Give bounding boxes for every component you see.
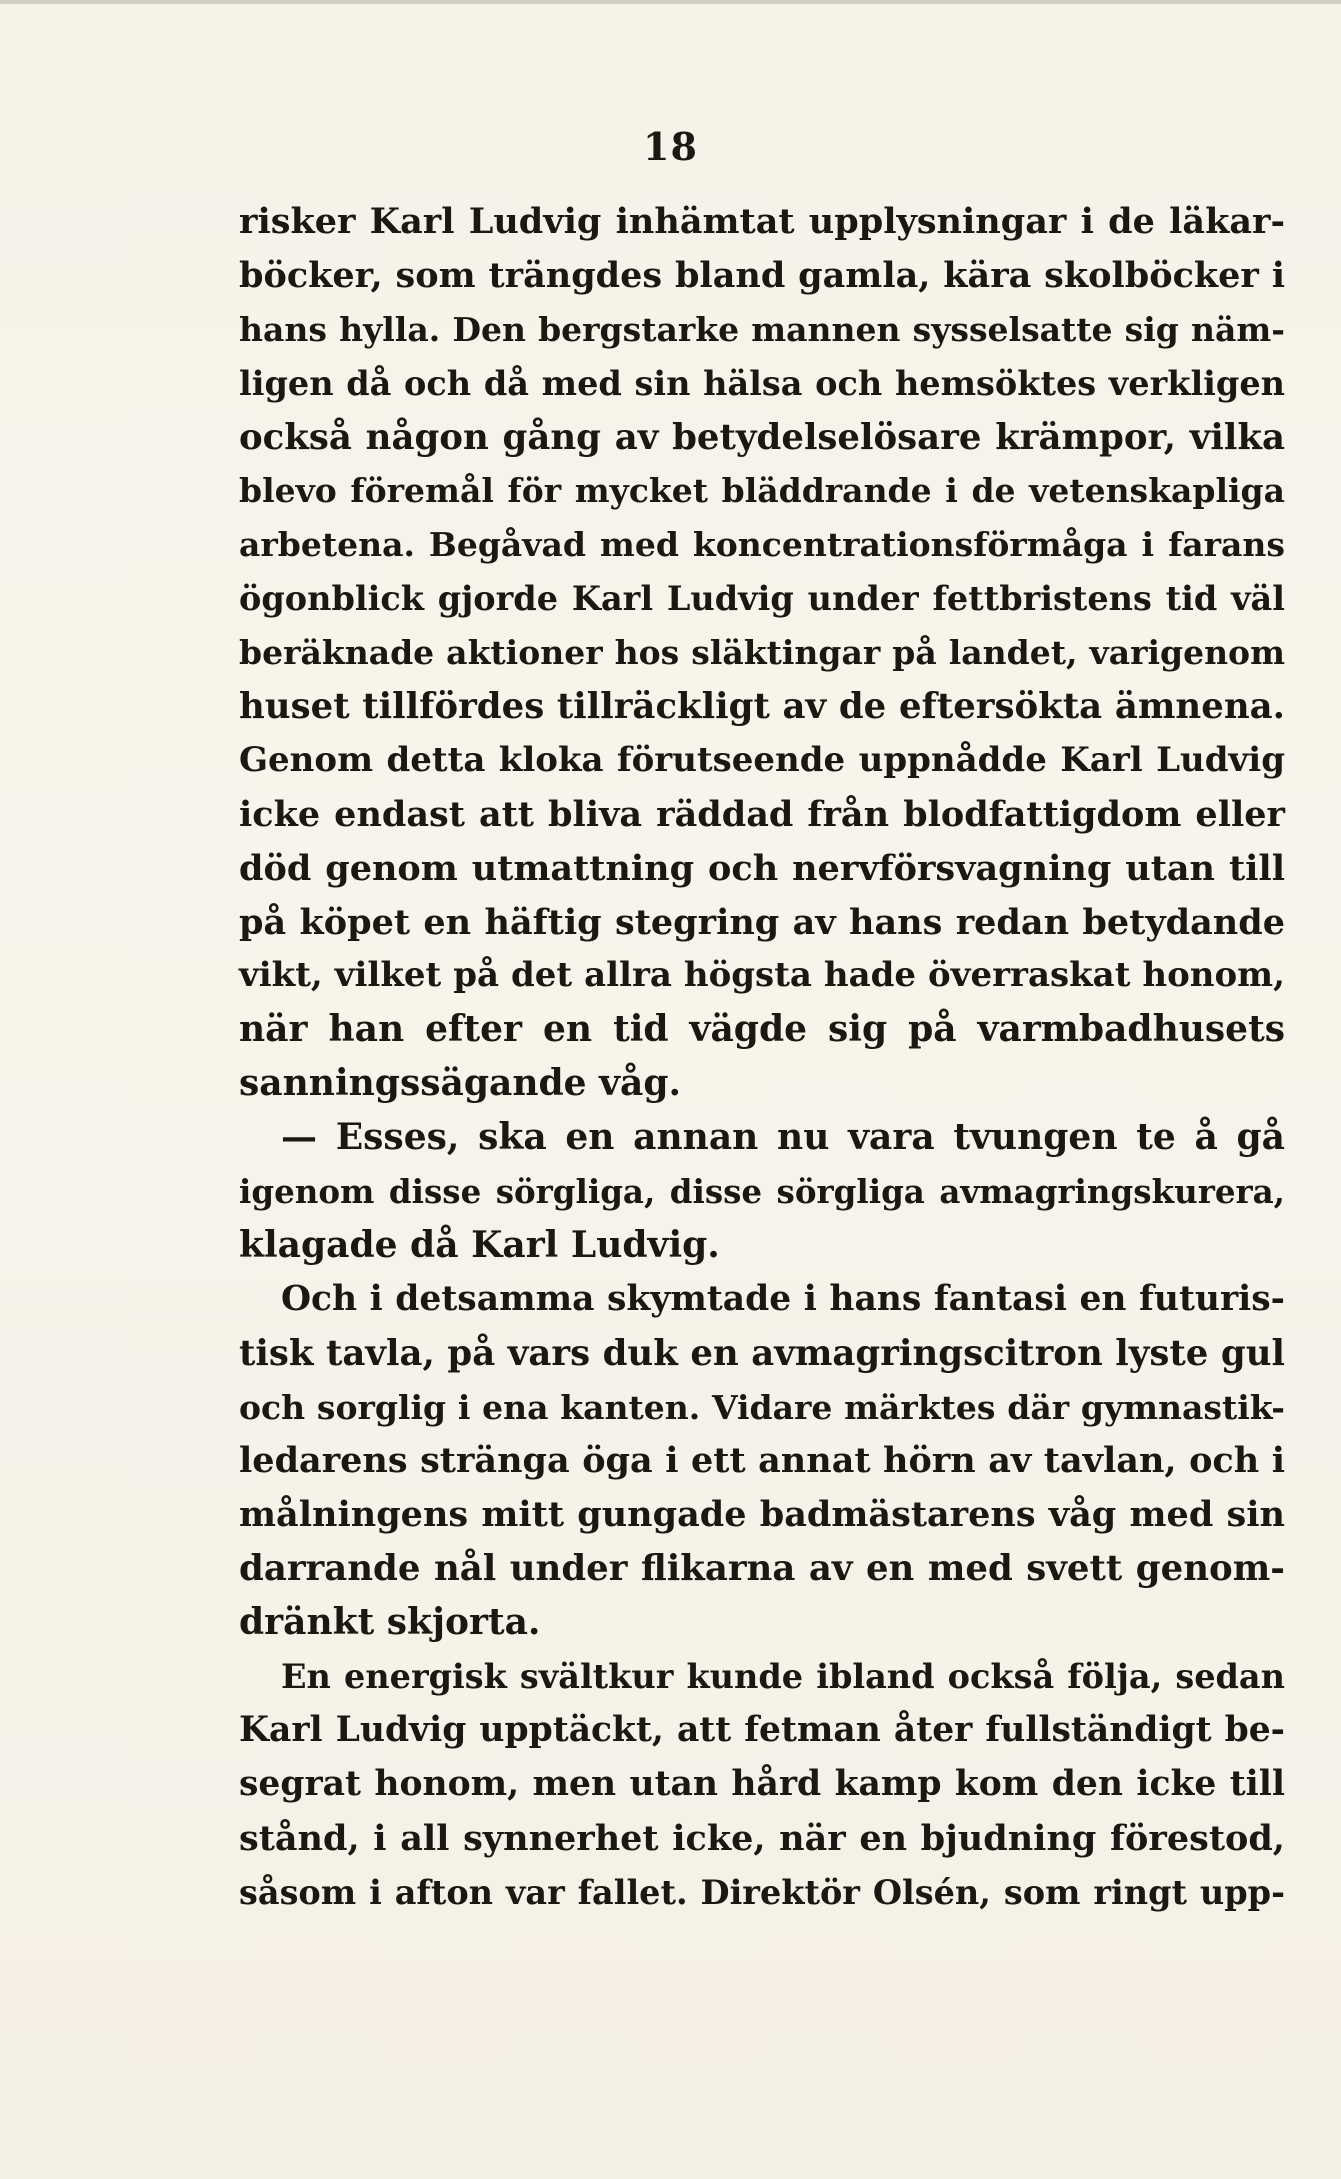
- text-line: vikt, vilket på det allra högsta hade överraskat honom,: [239, 955, 1285, 996]
- text-line: icke endast att bliva räddad från blodfattigdom eller: [239, 793, 1285, 835]
- body-text: [239, 195, 1285, 1920]
- text-line: och sorglig i ena kanten. Vidare märktes där gymnastik-: [239, 1387, 1285, 1427]
- text-line: när han efter en tid vägde sig på varmbadhusets: [239, 1008, 1285, 1051]
- page-number: 18: [643, 124, 698, 169]
- text-line: på köpet en häftig stegring av hans redan betydande: [239, 901, 1285, 943]
- text-line: beräknade aktioner hos släktingar på landet, varigenom: [239, 633, 1285, 673]
- text-line: Karl Ludvig upptäckt, att fetman åter fullständigt be-: [239, 1709, 1285, 1750]
- text-line: Och i detsamma skymtade i hans fantasi en futuris-: [281, 1278, 1285, 1319]
- text-line: En energisk svältkur kunde ibland också följa, sedan: [281, 1657, 1285, 1697]
- text-line: också någon gång av betydelselösare krämpor, vilka: [239, 416, 1285, 458]
- text-line: segrat honom, men utan hård kamp kom den icke till: [239, 1763, 1285, 1804]
- text-line: ligen då och då med sin hälsa och hemsöktes verkligen: [239, 363, 1285, 403]
- text-line: arbetena. Begåvad med koncentrationsförmåga i farans: [239, 525, 1285, 565]
- scan-top-edge: [0, 0, 1341, 4]
- text-line: darrande nål under flikarna av en med svett genom-: [239, 1548, 1285, 1590]
- text-line: igenom disse sörgliga, disse sörgliga avmagringskurera,: [239, 1172, 1285, 1212]
- text-line: ledarens stränga öga i ett annat hörn av tavlan, och i: [239, 1440, 1285, 1482]
- text-line: tisk tavla, på vars duk en avmagringscitron lyste gul: [239, 1332, 1285, 1374]
- text-line: såsom i afton var fallet. Direktör Olsén, som ringt upp-: [239, 1872, 1285, 1912]
- text-line: — Esses, ska en annan nu vara tvungen te å gå: [281, 1116, 1285, 1159]
- text-line: dränkt skjorta.: [239, 1601, 541, 1644]
- text-line: sanningssägande våg.: [239, 1062, 682, 1105]
- text-line: blevo föremål för mycket bläddrande i de vetenskapliga: [239, 471, 1285, 511]
- text-line: ögonblick gjorde Karl Ludvig under fettbristens tid väl: [239, 579, 1285, 619]
- text-line: målningens mitt gungade badmästarens våg med sin: [239, 1494, 1285, 1536]
- text-line: huset tillfördes tillräckligt av de eftersökta ämnena.: [239, 686, 1285, 728]
- text-line: död genom utmattning och nervförsvagning utan till: [239, 847, 1285, 889]
- text-line: böcker, som trängdes bland gamla, kära skolböcker i: [239, 254, 1285, 296]
- text-line: klagade då Karl Ludvig.: [239, 1223, 720, 1266]
- text-line: risker Karl Ludvig inhämtat upplysningar i de läkar-: [239, 201, 1285, 242]
- text-line: stånd, i all synnerhet icke, när en bjudning förestod,: [239, 1817, 1285, 1859]
- text-line: Genom detta kloka förutseende uppnådde Karl Ludvig: [239, 739, 1285, 780]
- text-line: hans hylla. Den bergstarke mannen sysselsatte sig näm-: [239, 309, 1285, 349]
